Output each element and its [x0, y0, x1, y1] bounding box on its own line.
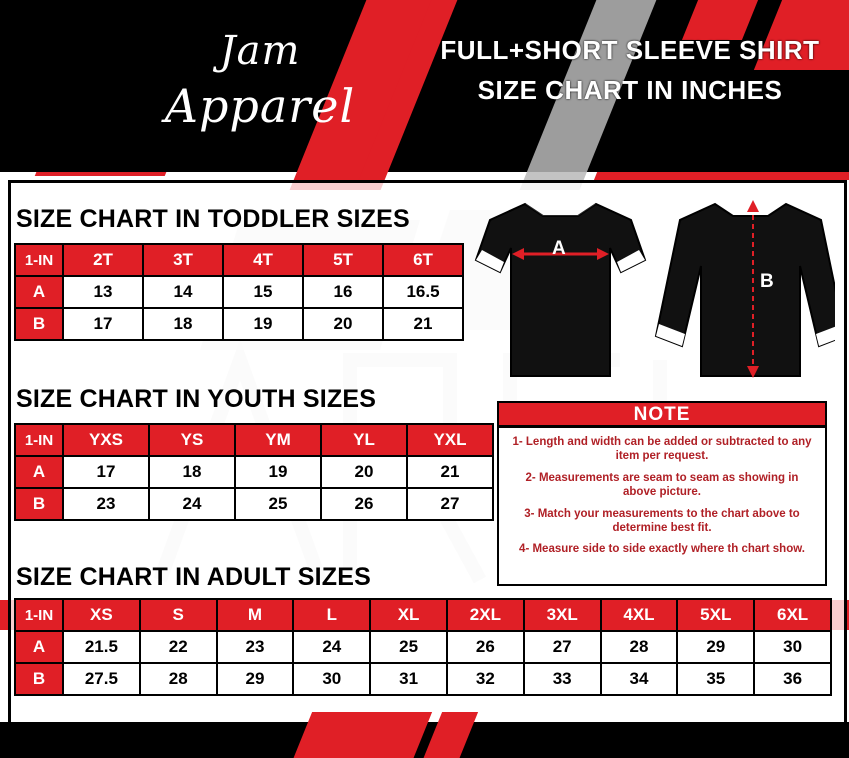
toddler-a-3: 16 — [303, 276, 383, 308]
note-item-3: 3- Match your measurements to the chart above to determine best fit. — [524, 507, 800, 534]
toddler-b-3: 20 — [303, 308, 383, 340]
adult-b-3: 30 — [293, 663, 370, 695]
adult-size-table — [14, 598, 832, 696]
youth-a-3: 20 — [321, 456, 407, 488]
adult-b-0: 27.5 — [63, 663, 140, 695]
youth-b-4: 27 — [407, 488, 493, 520]
youth-b-0: 23 — [63, 488, 149, 520]
toddler-a-4: 16.5 — [383, 276, 463, 308]
adult-a-7: 28 — [601, 631, 678, 663]
youth-corner-label: 1-IN — [15, 424, 63, 456]
youth-col-2: YM — [235, 424, 321, 456]
table-row — [15, 456, 493, 488]
toddler-section-title: SIZE CHART IN TODDLER SIZES — [16, 205, 410, 233]
toddler-b-2: 19 — [223, 308, 303, 340]
adult-a-9: 30 — [754, 631, 831, 663]
brand-logo — [130, 18, 390, 158]
table-row — [15, 276, 463, 308]
youth-size-table — [14, 423, 494, 521]
toddler-col-1: 3T — [143, 244, 223, 276]
adult-a-8: 29 — [677, 631, 754, 663]
toddler-col-3: 5T — [303, 244, 383, 276]
youth-a-2: 19 — [235, 456, 321, 488]
youth-col-0: YXS — [63, 424, 149, 456]
youth-col-3: YL — [321, 424, 407, 456]
adult-row-label-a: A — [15, 631, 63, 663]
adult-a-6: 27 — [524, 631, 601, 663]
adult-a-1: 22 — [140, 631, 217, 663]
adult-section-title: SIZE CHART IN ADULT SIZES — [16, 563, 371, 591]
note-body — [497, 426, 827, 586]
table-row — [15, 631, 831, 663]
adult-col-3: L — [293, 599, 370, 631]
youth-b-2: 25 — [235, 488, 321, 520]
adult-b-7: 34 — [601, 663, 678, 695]
youth-a-4: 21 — [407, 456, 493, 488]
adult-a-5: 26 — [447, 631, 524, 663]
adult-a-2: 23 — [217, 631, 294, 663]
adult-col-4: XL — [370, 599, 447, 631]
measure-label-a: A — [552, 238, 566, 259]
toddler-a-2: 15 — [223, 276, 303, 308]
adult-b-9: 36 — [754, 663, 831, 695]
adult-col-5: 2XL — [447, 599, 524, 631]
measure-label-b: B — [760, 271, 774, 292]
adult-row-label-b: B — [15, 663, 63, 695]
toddler-row-label-a: A — [15, 276, 63, 308]
table-row — [15, 663, 831, 695]
title-line-1: FULL+SHORT SLEEVE SHIRT — [440, 35, 820, 65]
long-sleeve-shirt-icon — [656, 204, 835, 376]
adult-col-8: 5XL — [677, 599, 754, 631]
youth-a-0: 17 — [63, 456, 149, 488]
toddler-col-4: 6T — [383, 244, 463, 276]
toddler-size-table — [14, 243, 464, 341]
note-item-1: 1- Length and width can be added or subtracted to any item per request. — [512, 436, 812, 463]
footer-red-stripe — [288, 712, 432, 758]
adult-corner-label: 1-IN — [15, 599, 63, 631]
youth-section-title: SIZE CHART IN YOUTH SIZES — [16, 385, 377, 413]
table-header-row — [15, 424, 493, 456]
note-item-4: 4- Measure side to side exactly where th chart show. — [519, 543, 805, 556]
adult-col-7: 4XL — [601, 599, 678, 631]
adult-a-4: 25 — [370, 631, 447, 663]
shirt-measurement-diagram — [470, 186, 835, 391]
youth-col-4: YXL — [407, 424, 493, 456]
adult-b-8: 35 — [677, 663, 754, 695]
youth-col-1: YS — [149, 424, 235, 456]
table-header-row — [15, 244, 463, 276]
youth-b-1: 24 — [149, 488, 235, 520]
toddler-a-1: 14 — [143, 276, 223, 308]
note-item-2: 2- Measurements are seam to seam as showing in above picture. — [525, 471, 799, 499]
adult-b-1: 28 — [140, 663, 217, 695]
brand-line-1: Jam — [219, 28, 301, 74]
table-header-row — [15, 599, 831, 631]
adult-col-0: XS — [63, 599, 140, 631]
toddler-col-0: 2T — [63, 244, 143, 276]
note-box — [497, 401, 827, 586]
adult-b-2: 29 — [217, 663, 294, 695]
youth-a-1: 18 — [149, 456, 235, 488]
toddler-corner-label: 1-IN — [15, 244, 63, 276]
adult-col-9: 6XL — [754, 599, 831, 631]
adult-col-6: 3XL — [524, 599, 601, 631]
toddler-a-0: 13 — [63, 276, 143, 308]
toddler-b-4: 21 — [383, 308, 463, 340]
toddler-col-2: 4T — [223, 244, 303, 276]
youth-row-label-a: A — [15, 456, 63, 488]
brand-line-2: Apparel — [164, 79, 356, 133]
adult-b-6: 33 — [524, 663, 601, 695]
youth-row-label-b: B — [15, 488, 63, 520]
note-heading: NOTE — [497, 401, 827, 427]
page-title — [430, 30, 830, 111]
table-row — [15, 308, 463, 340]
adult-b-4: 31 — [370, 663, 447, 695]
toddler-b-1: 18 — [143, 308, 223, 340]
toddler-row-label-b: B — [15, 308, 63, 340]
shirt-diagrams — [470, 186, 835, 391]
adult-b-5: 32 — [447, 663, 524, 695]
youth-b-3: 26 — [321, 488, 407, 520]
adult-col-1: S — [140, 599, 217, 631]
adult-a-3: 24 — [293, 631, 370, 663]
table-row — [15, 488, 493, 520]
toddler-b-0: 17 — [63, 308, 143, 340]
title-line-2: SIZE CHART IN INCHES — [477, 75, 783, 106]
adult-a-0: 21.5 — [63, 631, 140, 663]
short-sleeve-shirt-icon — [476, 200, 645, 376]
adult-col-2: M — [217, 599, 294, 631]
